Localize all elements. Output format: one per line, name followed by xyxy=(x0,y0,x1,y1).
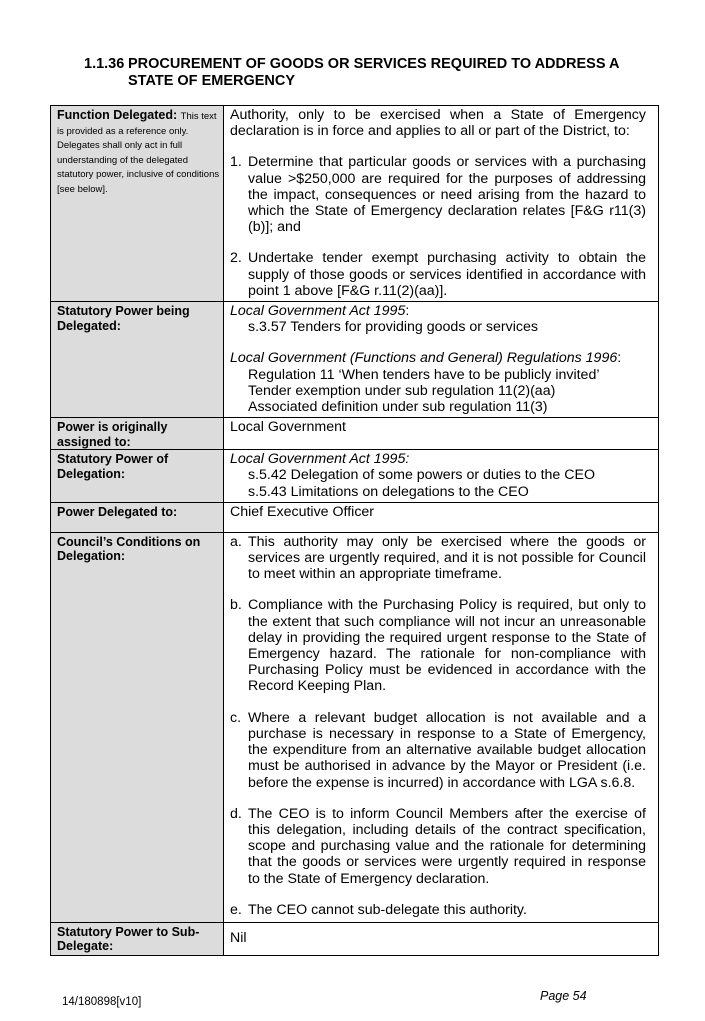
row-originally-assigned xyxy=(51,418,659,450)
value-cell xyxy=(224,418,659,450)
section-title: PROCUREMENT OF GOODS OR SERVICES REQUIRED TO ADDRESS A STATE OF EMERGENCY xyxy=(128,56,619,89)
section-heading xyxy=(84,56,674,90)
reference-note: This text is provided as a reference only. Delegates shall only act in full understanding of the delegated statutory power, inclusive of conditions [see below]. xyxy=(57,111,220,195)
label-cell xyxy=(51,532,224,922)
value-cell xyxy=(224,106,659,302)
row-label: Function Delegated: xyxy=(57,108,178,122)
assigned-value: Local Government xyxy=(230,419,346,436)
condition-item: b. Compliance with the Purchasing Policy is required, but only to the extent that such compliance will not incur an unreasonable delay in providing the required urgent response to the State of Emergency hazard. The rationale for non-compliance with Purchasing Policy must be evidenced in accordance with the Record Keeping Plan. xyxy=(230,597,646,695)
section-number: 1.1.36 xyxy=(84,56,125,72)
condition-item: e. The CEO cannot sub-delegate this authority. xyxy=(230,901,527,918)
row-label: Council’s Conditions on Delegation: xyxy=(57,534,201,564)
label-cell xyxy=(51,922,224,955)
section-item: Tender exemption under sub regulation 11(2)(aa) xyxy=(248,382,556,399)
function-intro: Authority, only to be exercised when a State of Emergency declaration is in force and applies to all or part of the District, to: xyxy=(230,107,646,140)
value-cell xyxy=(224,450,659,503)
document-reference: 14/180898[v10] xyxy=(62,996,142,1008)
row-label: Statutory Power to Sub-Delegate: xyxy=(57,924,200,954)
row-label: Statutory Power of Delegation: xyxy=(57,452,169,481)
label-cell xyxy=(51,418,224,450)
section-item: Associated definition under sub regulation 11(3) xyxy=(248,399,548,416)
page-number: Page 54 xyxy=(540,989,587,1003)
label-cell xyxy=(51,302,224,418)
act-reference: Local Government (Functions and General) Regulations 1996: xyxy=(230,350,622,367)
list-item: 2. Undertake tender exempt purchasing activity to obtain the supply of those goods or services identified in accordance with point 1 above [F&G r.11(2)(aa)]. xyxy=(230,250,646,299)
value-cell xyxy=(224,502,659,532)
condition-item: c. Where a relevant budget allocation is not available and a purchase is necessary in response to a State of Emergency, the expenditure from an alternative available budget allocation must be authorised in advance by the Mayor or President (i.e. before the expense is incurred) in accordance with LGA s.6.8. xyxy=(230,709,646,791)
act-reference: Local Government Act 1995: xyxy=(230,451,410,468)
row-label: Power is originally assigned to: xyxy=(57,420,168,449)
section-item: Regulation 11 ‘When tenders have to be publicly invited’ xyxy=(248,366,600,383)
row-function-delegated xyxy=(51,106,659,302)
row-statutory-power xyxy=(51,302,659,418)
row-conditions xyxy=(51,532,659,922)
sub-delegate-value: Nil xyxy=(230,930,247,947)
row-label: Power Delegated to: xyxy=(57,504,178,519)
list-item: 1. Determine that particular goods or services with a purchasing value >$250,000 are required for the purposes of addressing the impact, consequences or need arising from the hazard to which the State of Emergency declaration relates [F&G r11(3)(b)]; and xyxy=(230,154,646,236)
act-reference: Local Government Act 1995: xyxy=(230,303,410,320)
condition-item: d. The CEO is to inform Council Members after the exercise of this delegation, including details of the contract specification, scope and purchasing value and the rationale for determining that the goods or services were urgently required in response to the State of Emergency declaration. xyxy=(230,805,646,887)
section-item: s.5.42 Delegation of some powers or duties to the CEO xyxy=(248,467,595,484)
condition-item: a. This authority may only be exercised where the goods or services are urgently required, and it is not possible for Council to meet within an appropriate timeframe. xyxy=(230,533,646,583)
row-delegated-to xyxy=(51,502,659,532)
section-item: s.3.57 Tenders for providing goods or services xyxy=(248,319,538,336)
row-label: Statutory Power being Delegated: xyxy=(57,304,190,333)
label-cell xyxy=(51,106,224,302)
section-item: s.5.43 Limitations on delegations to the CEO xyxy=(248,483,529,500)
row-sub-delegate xyxy=(51,922,659,955)
value-cell xyxy=(224,922,659,955)
label-cell xyxy=(51,502,224,532)
value-cell xyxy=(224,302,659,418)
delegated-to-value: Chief Executive Officer xyxy=(230,503,375,520)
row-power-of-delegation xyxy=(51,450,659,503)
value-cell xyxy=(224,532,659,922)
delegation-table xyxy=(50,105,659,956)
label-cell xyxy=(51,450,224,503)
